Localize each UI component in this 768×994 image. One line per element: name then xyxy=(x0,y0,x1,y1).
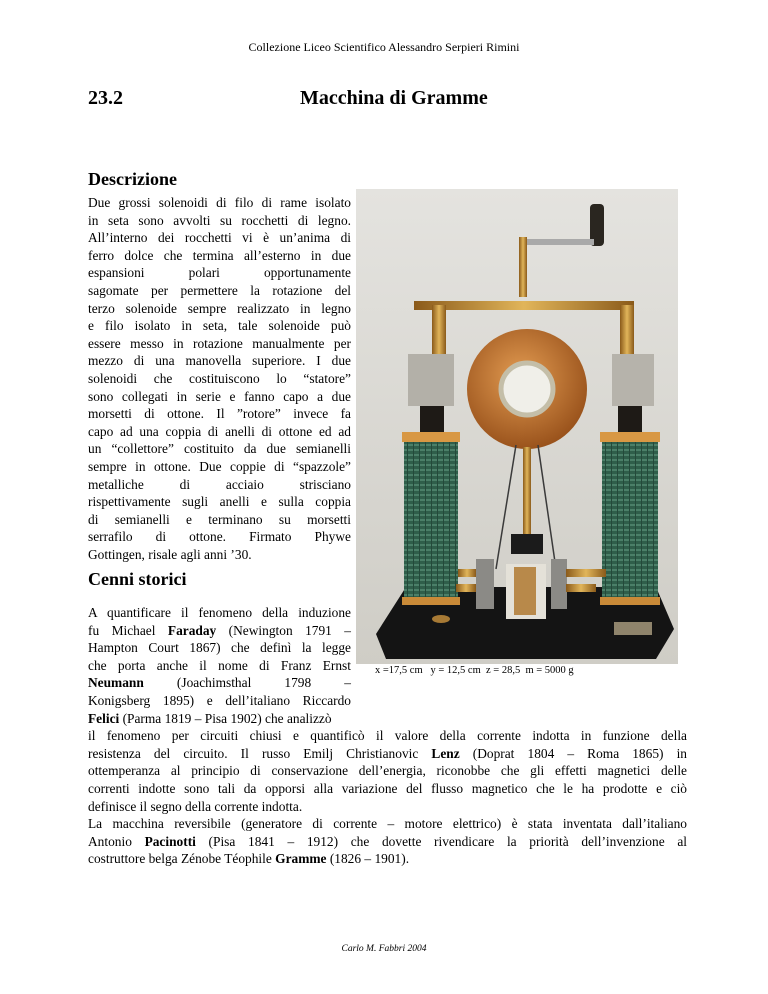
description-line: sagomate per permettere la rotazione del xyxy=(88,282,351,298)
description-line: in seta sono avvolti su rocchetti di legno. xyxy=(88,212,351,228)
description-line: rispettivamente sugli anelli e sulla coppia xyxy=(88,494,351,510)
history-text-line7: Felici (Parma 1819 – Pisa 1902) che analizzò xyxy=(88,710,332,726)
description-line: sono collegati in serie e fanno capo a due xyxy=(88,388,351,404)
description-line: un “collettore” costituito da due semianelli xyxy=(88,441,351,457)
page-title: Macchina di Gramme xyxy=(300,87,488,109)
dimensions-caption: x =17,5 cm y = 12,5 cm z = 28,5 m = 5000 g xyxy=(375,665,574,676)
description-line: All’interno dei rocchetti vi è un’anima di xyxy=(88,230,351,246)
page-footer: Carlo M. Fabbri 2004 xyxy=(341,944,427,954)
gramme-machine-photo xyxy=(356,189,678,664)
description-line: di semianelli e terminano su morsetti xyxy=(88,511,351,527)
description-line: ferro dolce che termina all’esterno in due xyxy=(88,247,351,263)
history-text-narrow: A quantificare il fenomeno della induzione fu Michael Faraday (Newington 1791 – Hampton Court 1867) che definì la legge che porta anche il nome di Franz Ernst Neumann (Joachimsthal 1798 – Konigsberg 1895) e dell’italiano Riccardo xyxy=(88,605,351,708)
description-line: terzo solenoide sempre realizzato in legno xyxy=(88,300,351,316)
history-text-wide: il fenomeno per circuiti chiusi e quantificò il valore della corrente indotta in funzione della resistenza del circuito. Il russo Emilj Christianovic Lenz (Doprat 1804 – Roma 1865) in ottemperanza al principio di conservazione dell’energia, riconobbe che gli effetti magnetici delle correnti indotte sono tali da opporsi alla variazione del flusso magnetico che le ha prodotte e ciò definisce il segno della corrente indotta. La macchina reversibile (generatore di corrente – motore elettrico) è stata inventata dall’italiano Antonio Pacinotti (Pisa 1841 – 1912) che dovette rivendicare la priorità dell’invenzione al costruttore belga Zénobe Téophile Gramme (1826 – 1901). xyxy=(88,728,687,867)
description-line: metalliche di acciaio strisciano xyxy=(88,476,351,492)
description-line: Due grossi solenoidi di filo di rame isolato xyxy=(88,195,351,210)
item-number: 23.2 xyxy=(88,87,123,109)
description-line: Gottingen, risale agli anni ’30. xyxy=(88,546,252,562)
description-line: serrafilo di ottone. Firmato Phywe xyxy=(88,529,351,545)
description-line: solenoidi che costituiscono lo “statore” xyxy=(88,370,351,386)
description-line: mezzo di una manovella superiore. I due xyxy=(88,353,351,369)
description-line: essere messo in rotazione manualmente per xyxy=(88,335,351,351)
description-line: sempre in ottone. Due coppie di “spazzole” xyxy=(88,458,351,474)
description-line: capo ad una coppia di anelli di ottone ed ad xyxy=(88,423,351,439)
description-line: morsetti di ottone. Il ”rotore” invece fa xyxy=(88,406,351,422)
section-heading-description: Descrizione xyxy=(88,169,177,189)
page-header: Collezione Liceo Scientifico Alessandro Serpieri Rimini xyxy=(248,40,520,54)
section-heading-history: Cenni storici xyxy=(88,569,187,589)
description-line: espansioni polari opportunamente xyxy=(88,265,351,281)
description-text xyxy=(88,194,351,563)
description-line: e filo isolato in seta, tale solenoide può xyxy=(88,318,351,334)
